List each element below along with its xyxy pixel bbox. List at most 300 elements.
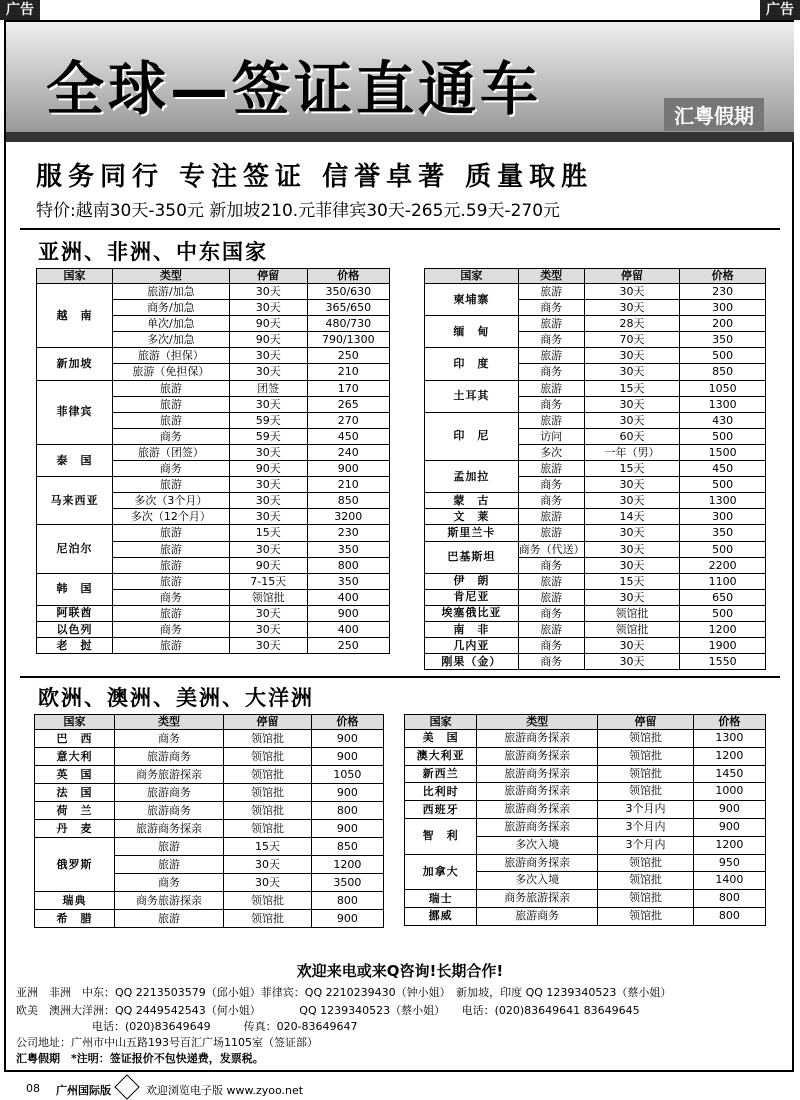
stay-cell: 30天	[229, 348, 307, 364]
table-row	[37, 621, 390, 637]
column-header: 停留	[224, 715, 312, 730]
price-cell: 230	[680, 284, 766, 300]
type-cell: 旅游商务探亲	[477, 783, 598, 801]
visa-table-asia-right	[424, 268, 766, 670]
stay-cell: 30天	[584, 300, 680, 316]
stay-cell: 领馆批	[598, 872, 694, 890]
type-cell: 旅游	[114, 856, 223, 874]
column-header: 国家	[37, 269, 113, 284]
column-header: 价格	[680, 269, 766, 284]
divider-bar	[6, 132, 794, 142]
stay-cell: 领馆批	[598, 783, 694, 801]
stay-cell: 领馆批	[224, 748, 312, 766]
price-cell: 1100	[680, 573, 766, 589]
type-cell: 旅游	[112, 525, 229, 541]
country-cell: 印 尼	[425, 412, 519, 460]
price-cell: 800	[693, 890, 765, 908]
country-cell: 南 非	[425, 621, 519, 637]
table-row	[425, 525, 766, 541]
price-cell: 480/730	[307, 316, 389, 332]
table-row	[425, 605, 766, 621]
type-cell: 商务	[518, 396, 584, 412]
type-cell: 旅游	[112, 396, 229, 412]
price-cell: 170	[307, 380, 389, 396]
type-cell: 旅游	[518, 284, 584, 300]
table-row	[37, 284, 390, 300]
type-cell: 旅游	[112, 557, 229, 573]
stay-cell: 3个月内	[598, 836, 694, 854]
column-header: 国家	[405, 715, 477, 730]
type-cell: 商务/加急	[112, 300, 229, 316]
stay-cell: 领馆批	[598, 890, 694, 908]
column-header: 类型	[112, 269, 229, 284]
table-row	[405, 747, 766, 765]
table-row	[425, 348, 766, 364]
price-cell: 900	[311, 748, 383, 766]
table-header	[37, 269, 390, 284]
type-cell: 旅游	[112, 573, 229, 589]
price-cell: 1300	[680, 396, 766, 412]
price-cell: 500	[680, 541, 766, 557]
price-cell: 900	[693, 818, 765, 836]
price-cell: 250	[307, 638, 389, 654]
site-link[interactable]: 欢迎浏览电子版 www.zyoo.net	[146, 1084, 304, 1097]
contact-line-asia: 亚洲 非洲 中东：QQ 2213503579（邱小姐）菲律宾：QQ 2210239430（钟小姐） 新加坡，印度 QQ 1239340523（蔡小姐）	[16, 986, 672, 999]
stay-cell: 领馆批	[224, 892, 312, 910]
price-cell: 900	[311, 730, 383, 748]
slogan: 服务同行 专注签证 信誉卓著 质量取胜	[36, 162, 594, 192]
column-header: 停留	[229, 269, 307, 284]
stay-cell: 30天	[229, 300, 307, 316]
country-cell: 荷 兰	[35, 802, 115, 820]
stay-cell: 14天	[584, 509, 680, 525]
type-cell: 多次	[518, 444, 584, 460]
stay-cell: 15天	[584, 380, 680, 396]
price-cell: 900	[311, 910, 383, 928]
type-cell: 旅游	[518, 509, 584, 525]
stay-cell: 领馆批	[598, 765, 694, 783]
country-cell: 美 国	[405, 730, 477, 748]
country-cell: 尼泊尔	[37, 525, 113, 573]
page-number: 08	[26, 1082, 40, 1095]
stay-cell: 领馆批	[224, 910, 312, 928]
country-cell: 瑞典	[35, 892, 115, 910]
stay-cell: 30天	[584, 364, 680, 380]
price-cell: 3500	[311, 874, 383, 892]
type-cell: 多次入境	[477, 872, 598, 890]
visa-table-euro-right	[404, 714, 766, 926]
country-cell: 几内亚	[425, 638, 519, 654]
table-row	[405, 783, 766, 801]
price-cell: 1300	[693, 730, 765, 748]
stay-cell: 15天	[224, 838, 312, 856]
type-cell: 商务	[518, 654, 584, 670]
price-cell: 365/650	[307, 300, 389, 316]
type-cell: 商务	[518, 493, 584, 509]
type-cell: 旅游	[518, 380, 584, 396]
price-cell: 450	[307, 428, 389, 444]
price-cell: 1900	[680, 638, 766, 654]
stay-cell: 30天	[584, 654, 680, 670]
type-cell: 商务	[518, 364, 584, 380]
price-cell: 900	[693, 801, 765, 819]
page-footer	[0, 1074, 800, 1100]
table-row	[37, 444, 390, 460]
price-cell: 950	[693, 854, 765, 872]
type-cell: 旅游商务探亲	[477, 801, 598, 819]
visa-table-euro-left	[34, 714, 384, 928]
type-cell: 旅游	[518, 589, 584, 605]
table-header	[405, 715, 766, 730]
stay-cell: 领馆批	[224, 820, 312, 838]
country-cell: 泰 国	[37, 444, 113, 476]
column-header: 类型	[518, 269, 584, 284]
ad-label-left: 广告	[0, 0, 40, 20]
price-cell: 900	[307, 605, 389, 621]
price-cell: 1300	[680, 493, 766, 509]
type-cell: 旅游商务	[114, 748, 223, 766]
section-title-asia: 亚洲、非洲、中东国家	[38, 240, 268, 264]
table-row	[35, 820, 384, 838]
country-cell: 柬埔寨	[425, 284, 519, 316]
type-cell: 旅游	[518, 573, 584, 589]
type-cell: 旅游（担保）	[112, 348, 229, 364]
special-offer: 特价:越南30天-350元 新加坡210.元菲律宾30天-265元.59天-270元	[36, 201, 561, 221]
price-cell: 1200	[693, 836, 765, 854]
stay-cell: 30天	[584, 493, 680, 509]
table-row	[35, 802, 384, 820]
country-cell: 蒙 古	[425, 493, 519, 509]
price-cell: 210	[307, 364, 389, 380]
stay-cell: 70天	[584, 332, 680, 348]
price-cell: 400	[307, 621, 389, 637]
column-header: 价格	[693, 715, 765, 730]
price-cell: 650	[680, 589, 766, 605]
price-cell: 500	[680, 477, 766, 493]
table-row	[37, 605, 390, 621]
stay-cell: 28天	[584, 316, 680, 332]
type-cell: 旅游	[112, 605, 229, 621]
type-cell: 多次（12个月）	[112, 509, 229, 525]
banner-title: 全球—签证直通车	[46, 55, 543, 123]
stay-cell: 领馆批	[224, 802, 312, 820]
country-cell: 埃塞俄比亚	[425, 605, 519, 621]
price-cell: 1200	[311, 856, 383, 874]
type-cell: 多次入境	[477, 836, 598, 854]
price-cell: 200	[680, 316, 766, 332]
table-header	[425, 269, 766, 284]
price-cell: 1500	[680, 444, 766, 460]
price-cell: 1550	[680, 654, 766, 670]
table-row	[35, 748, 384, 766]
stay-cell: 30天	[584, 396, 680, 412]
stay-cell: 90天	[229, 461, 307, 477]
table-row	[37, 348, 390, 364]
contact-line-euro: 欧美 澳洲大洋洲：QQ 2449542543（何小姐） QQ 1239340523（蔡小姐） 电话：(020)83649641 83649645	[16, 1004, 640, 1017]
country-cell: 法 国	[35, 784, 115, 802]
table-row	[35, 784, 384, 802]
type-cell: 旅游商务探亲	[477, 854, 598, 872]
type-cell: 旅游	[114, 838, 223, 856]
price-cell: 350	[307, 573, 389, 589]
price-cell: 350	[680, 525, 766, 541]
table-row	[37, 525, 390, 541]
price-cell: 430	[680, 412, 766, 428]
price-cell: 1050	[311, 766, 383, 784]
type-cell: 旅游商务探亲	[114, 820, 223, 838]
price-cell: 900	[311, 820, 383, 838]
stay-cell: 领馆批	[598, 730, 694, 748]
price-cell: 850	[680, 364, 766, 380]
price-cell: 1200	[693, 747, 765, 765]
banner	[6, 22, 794, 134]
type-cell: 旅游	[112, 541, 229, 557]
stay-cell: 领馆批	[598, 907, 694, 925]
price-cell: 300	[680, 509, 766, 525]
country-cell: 阿联酋	[37, 605, 113, 621]
type-cell: 旅游（免担保）	[112, 364, 229, 380]
stay-cell: 领馆批	[224, 784, 312, 802]
country-cell: 英 国	[35, 766, 115, 784]
table-row	[425, 412, 766, 428]
type-cell: 旅游商务探亲	[477, 730, 598, 748]
table-row	[405, 907, 766, 925]
price-cell: 240	[307, 444, 389, 460]
price-cell: 270	[307, 412, 389, 428]
type-cell: 多次（3个月）	[112, 493, 229, 509]
type-cell: 旅游	[112, 638, 229, 654]
country-cell: 以色列	[37, 621, 113, 637]
price-cell: 265	[307, 396, 389, 412]
type-cell: 商务	[112, 428, 229, 444]
type-cell: 商务	[518, 557, 584, 573]
table-row	[35, 910, 384, 928]
stay-cell: 30天	[584, 589, 680, 605]
price-cell: 2200	[680, 557, 766, 573]
type-cell: 商务	[112, 461, 229, 477]
footer-note: 汇粤假期 *注明：签证报价不包快递费，发票税。	[16, 1052, 264, 1065]
country-cell: 土耳其	[425, 380, 519, 412]
country-cell: 智 利	[405, 818, 477, 854]
table-row	[425, 573, 766, 589]
table-row	[425, 316, 766, 332]
price-cell: 500	[680, 348, 766, 364]
type-cell: 旅游	[518, 525, 584, 541]
table-row	[37, 573, 390, 589]
type-cell: 旅游商务	[477, 907, 598, 925]
type-cell: 商务旅游探亲	[477, 890, 598, 908]
stay-cell: 15天	[584, 573, 680, 589]
stay-cell: 领馆批	[229, 589, 307, 605]
table-row	[35, 730, 384, 748]
type-cell: 商务旅游探亲	[114, 892, 223, 910]
stay-cell: 15天	[229, 525, 307, 541]
price-cell: 250	[307, 348, 389, 364]
price-cell: 800	[311, 802, 383, 820]
price-cell: 350	[307, 541, 389, 557]
table-row	[35, 766, 384, 784]
type-cell: 旅游（团签）	[112, 444, 229, 460]
type-cell: 商务	[518, 332, 584, 348]
table-header	[35, 715, 384, 730]
table-row	[37, 477, 390, 493]
country-cell: 希 腊	[35, 910, 115, 928]
type-cell: 商务	[518, 300, 584, 316]
table-row	[425, 284, 766, 300]
price-cell: 1000	[693, 783, 765, 801]
column-header: 国家	[425, 269, 519, 284]
table-row	[425, 380, 766, 396]
stay-cell: 30天	[584, 284, 680, 300]
price-cell: 400	[307, 589, 389, 605]
country-cell: 挪威	[405, 907, 477, 925]
type-cell: 单次/加急	[112, 316, 229, 332]
column-header: 类型	[477, 715, 598, 730]
type-cell: 旅游	[112, 412, 229, 428]
stay-cell: 30天	[224, 874, 312, 892]
country-cell: 刚果（金）	[425, 654, 519, 670]
stay-cell: 团签	[229, 380, 307, 396]
stay-cell: 30天	[584, 638, 680, 654]
price-cell: 1050	[680, 380, 766, 396]
table-row	[425, 589, 766, 605]
type-cell: 访问	[518, 428, 584, 444]
stay-cell: 30天	[584, 541, 680, 557]
stay-cell: 30天	[584, 477, 680, 493]
type-cell: 多次/加急	[112, 332, 229, 348]
table-row	[405, 765, 766, 783]
stay-cell: 59天	[229, 412, 307, 428]
country-cell: 比利时	[405, 783, 477, 801]
type-cell: 商务（代送）	[518, 542, 585, 556]
price-cell: 1450	[693, 765, 765, 783]
section-rule	[20, 228, 780, 230]
type-cell: 商务	[518, 477, 584, 493]
visa-table-asia-left	[36, 268, 390, 654]
stay-cell: 90天	[229, 332, 307, 348]
type-cell: 商务	[112, 589, 229, 605]
type-cell: 商务	[112, 621, 229, 637]
price-cell: 350/630	[307, 284, 389, 300]
stay-cell: 30天	[229, 541, 307, 557]
price-cell: 790/1300	[307, 332, 389, 348]
column-header: 价格	[311, 715, 383, 730]
country-cell: 菲律宾	[37, 380, 113, 444]
country-cell: 瑞士	[405, 890, 477, 908]
type-cell: 旅游	[112, 477, 229, 493]
type-cell: 旅游	[518, 621, 584, 637]
price-cell: 850	[307, 493, 389, 509]
price-cell: 850	[311, 838, 383, 856]
stay-cell: 30天	[229, 364, 307, 380]
country-cell: 马来西亚	[37, 477, 113, 525]
type-cell: 旅游	[518, 348, 584, 364]
stay-cell: 30天	[584, 557, 680, 573]
stay-cell: 30天	[229, 444, 307, 460]
stay-cell: 30天	[229, 396, 307, 412]
table-row	[425, 638, 766, 654]
price-cell: 900	[307, 461, 389, 477]
price-cell: 350	[680, 332, 766, 348]
type-cell: 旅游	[518, 316, 584, 332]
stay-cell: 领馆批	[224, 766, 312, 784]
contact-phone-fax: 电话：(020)83649649 传真：020-83649647	[92, 1020, 358, 1033]
type-cell: 商务	[518, 638, 584, 654]
type-cell: 商务	[114, 730, 223, 748]
price-cell: 500	[680, 605, 766, 621]
country-cell: 意大利	[35, 748, 115, 766]
stay-cell: 30天	[229, 477, 307, 493]
footer-title: 欢迎来电或来Q咨询!长期合作!	[296, 962, 504, 980]
type-cell: 旅游商务探亲	[477, 818, 598, 836]
table-row	[425, 654, 766, 670]
stay-cell: 7-15天	[229, 573, 307, 589]
country-cell: 伊 朗	[425, 573, 519, 589]
column-header: 停留	[598, 715, 694, 730]
stay-cell: 3个月内	[598, 818, 694, 836]
country-cell: 巴 西	[35, 730, 115, 748]
country-cell: 孟加拉	[425, 461, 519, 493]
stay-cell: 3个月内	[598, 801, 694, 819]
price-cell: 230	[307, 525, 389, 541]
table-row	[35, 838, 384, 856]
table-row	[425, 493, 766, 509]
country-cell: 澳大利亚	[405, 747, 477, 765]
country-cell: 新加坡	[37, 348, 113, 380]
type-cell: 旅游商务	[114, 802, 223, 820]
country-cell: 俄罗斯	[35, 838, 115, 892]
country-cell: 缅 甸	[425, 316, 519, 348]
country-cell: 加拿大	[405, 854, 477, 890]
type-cell: 旅游商务探亲	[477, 747, 598, 765]
column-header: 类型	[114, 715, 223, 730]
country-cell: 老 挝	[37, 638, 113, 654]
country-cell: 西班牙	[405, 801, 477, 819]
ad-label-right: 广告	[760, 0, 800, 20]
stay-cell: 30天	[229, 509, 307, 525]
price-cell: 450	[680, 461, 766, 477]
stay-cell: 30天	[229, 621, 307, 637]
stay-cell: 15天	[584, 461, 680, 477]
price-cell: 800	[311, 892, 383, 910]
country-cell: 肯尼亚	[425, 589, 519, 605]
table-row	[425, 541, 766, 557]
column-header: 价格	[307, 269, 389, 284]
edition-label: 广州国际版	[56, 1084, 111, 1097]
table-row	[37, 380, 390, 396]
price-cell: 1400	[693, 872, 765, 890]
country-cell: 新西兰	[405, 765, 477, 783]
type-cell: 旅游	[112, 380, 229, 396]
price-cell: 210	[307, 477, 389, 493]
table-row	[405, 730, 766, 748]
price-cell: 800	[693, 907, 765, 925]
stay-cell: 30天	[584, 525, 680, 541]
stay-cell: 30天	[224, 856, 312, 874]
country-cell: 丹 麦	[35, 820, 115, 838]
table-row	[425, 621, 766, 637]
table-row	[35, 892, 384, 910]
country-cell: 巴基斯坦	[425, 541, 519, 573]
banner-subtitle: 汇粤假期	[664, 98, 764, 131]
type-cell: 旅游商务探亲	[477, 765, 598, 783]
price-cell: 300	[680, 300, 766, 316]
company-address: 公司地址：广州市中山五路193号百汇广场1105室（签证部）	[16, 1036, 318, 1049]
stay-cell: 30天	[584, 348, 680, 364]
type-cell: 商务	[114, 874, 223, 892]
stay-cell: 30天	[229, 605, 307, 621]
stay-cell: 领馆批	[598, 854, 694, 872]
